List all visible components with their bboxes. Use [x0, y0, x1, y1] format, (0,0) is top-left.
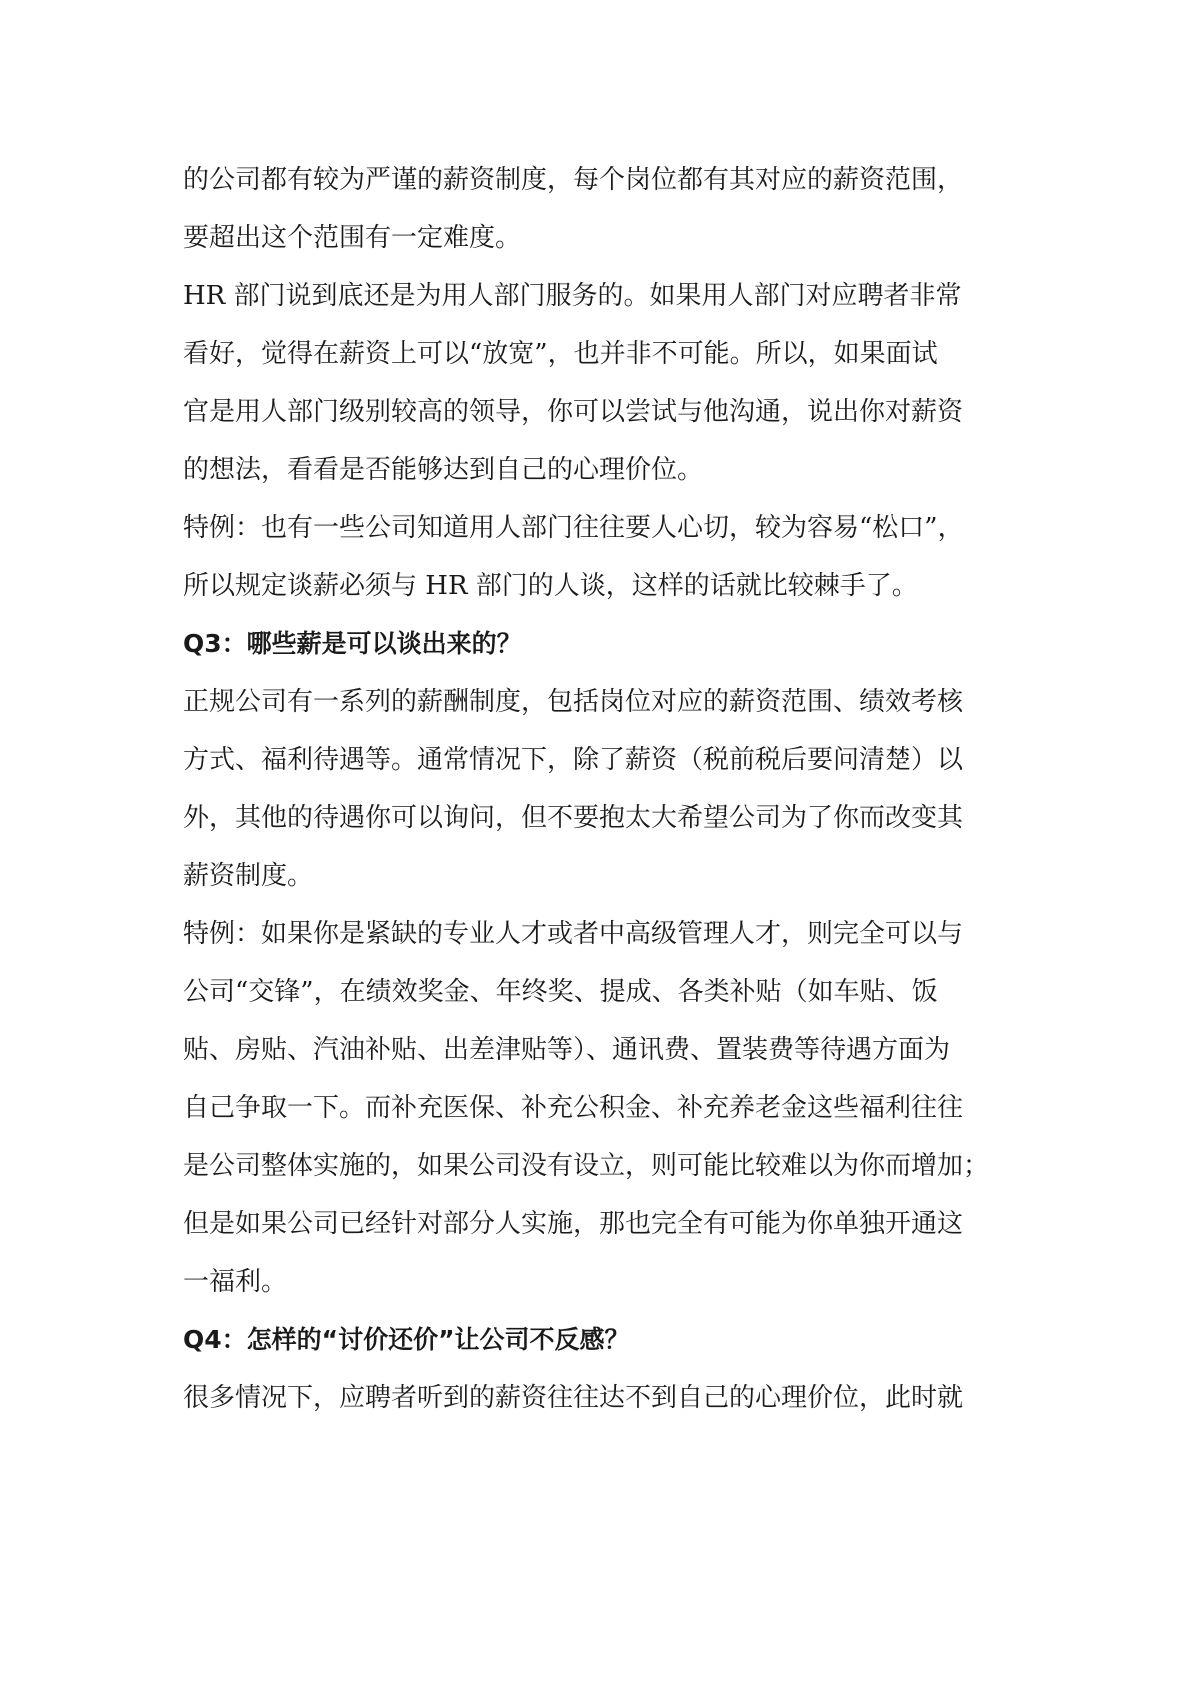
paragraph-line: 看好，觉得在薪资上可以“放宽”，也并非不可能。所以，如果面试	[183, 339, 938, 369]
paragraph-line: 所以规定谈薪必须与 HR 部门的人谈，这样的话就比较棘手了。	[183, 571, 918, 601]
paragraph-line: 是公司整体实施的，如果公司没有设立，则可能比较难以为你而增加；	[183, 1151, 990, 1181]
paragraph-line: 特例：也有一些公司知道用人部门往往要人心切，较为容易“松口”，	[183, 513, 964, 543]
paragraph-line: 的公司都有较为严谨的薪资制度，每个岗位都有其对应的薪资范围，	[183, 165, 964, 195]
paragraph-line: 要超出这个范围有一定难度。	[183, 223, 522, 253]
paragraph-line: 特例：如果你是紧缺的专业人才或者中高级管理人才，则完全可以与	[183, 919, 964, 949]
paragraph-line: 外，其他的待遇你可以询问，但不要抱太大希望公司为了你而改变其	[183, 803, 964, 833]
paragraph-line: 但是如果公司已经针对部分人实施，那也完全有可能为你单独开通这	[183, 1209, 964, 1239]
paragraph-line: 一福利。	[183, 1267, 288, 1297]
paragraph-line: HR 部门说到底还是为用人部门服务的。如果用人部门对应聘者非常	[183, 281, 962, 311]
paragraph-line: 正规公司有一系列的薪酬制度，包括岗位对应的薪资范围、绩效考核	[183, 687, 964, 717]
paragraph-line: 贴、房贴、汽油补贴、出差津贴等）、通讯费、置装费等待遇方面为	[183, 1035, 951, 1065]
section-heading-q4: Q4：怎样的“讨价还价”让公司不反感？	[183, 1325, 630, 1354]
section-heading-q3: Q3：哪些薪是可以谈出来的？	[183, 629, 522, 658]
paragraph-line: 很多情况下，应聘者听到的薪资往往达不到自己的心理价位，此时就	[183, 1383, 964, 1413]
paragraph-line: 薪资制度。	[183, 861, 314, 891]
paragraph-line: 公司“交锋”，在绩效奖金、年终奖、提成、各类补贴（如车贴、饭	[183, 977, 938, 1007]
paragraph-line: 官是用人部门级别较高的领导，你可以尝试与他沟通，说出你对薪资	[183, 397, 964, 427]
paragraph-line: 的想法，看看是否能够达到自己的心理价位。	[183, 455, 704, 485]
paragraph-line: 自己争取一下。而补充医保、补充公积金、补充养老金这些福利往往	[183, 1093, 964, 1123]
paragraph-line: 方式、福利待遇等。通常情况下，除了薪资（税前税后要问清楚）以	[183, 745, 964, 775]
